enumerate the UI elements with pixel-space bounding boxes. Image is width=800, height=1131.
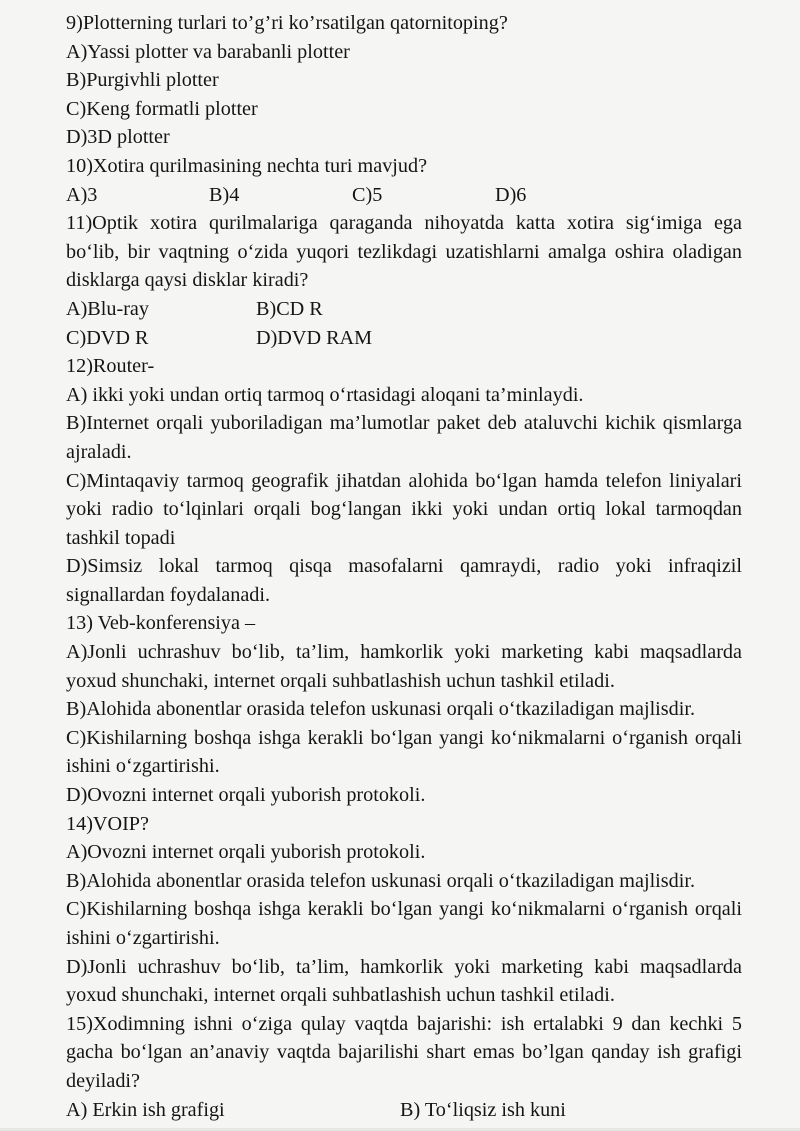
- q11-options-row-1: [66, 295, 742, 324]
- q14-option-c: C)Kishilarning boshqa ishga kerakli bo‘lgan yangi ko‘nikmalarni o‘rganish orqali ishini o‘zgartirishi.: [66, 898, 742, 949]
- q13-option-d: D)Ovozni internet orqali yuborish protokoli.: [66, 784, 426, 807]
- question-12: 12)Router-: [66, 355, 155, 378]
- q14-option-d: D)Jonli uchrashuv bo‘lib, ta’lim, hamkorlik yoki marketing kabi maqsadlarda yoxud shunchaki, internet orqali suhbatlashish uchun tashkil etiladi.: [66, 955, 742, 1007]
- q15-option-b: B) To‘liqsiz ish kuni: [400, 1098, 566, 1121]
- q10-option-a: A)3: [66, 183, 98, 206]
- q11-option-d: D)DVD RAM: [256, 326, 373, 349]
- question-10: 10)Xotira qurilmasining nechta turi mavjud?: [66, 154, 428, 177]
- question-9: 9)Plotterning turlari to’g’ri ko’rsatilgan qatornitoping?: [66, 12, 508, 34]
- q11-option-a: A)Blu-ray: [66, 297, 149, 320]
- q9-option-d: D)3D plotter: [66, 126, 170, 149]
- q11-option-b: B)CD R: [256, 297, 323, 320]
- q9-option-a: A)Yassi plotter va barabanli plotter: [66, 40, 350, 63]
- q11-option-c: C)DVD R: [66, 326, 149, 349]
- q13-option-c: C)Kishilarning boshqa ishga kerakli bo‘lgan yangi ko‘nikmalarni o‘rganish orqali ishini o‘zgartirishi.: [66, 726, 742, 778]
- q12-option-d: D)Simsiz lokal tarmoq qisqa masofalarni qamraydi, radio yoki infraqizil signallardan foydalanadi.: [66, 555, 742, 606]
- q11-options-row-2: [66, 324, 742, 353]
- question-15: 15)Xodimning ishni o‘ziga qulay vaqtda bajarishi: ish ertalabki 9 dan kechki 5 gacha bo‘lgan an’anaviy vaqtda bajarilishi shart emas bo’lgan qanday ish grafigi deyiladi?: [66, 1012, 742, 1092]
- q14-option-a: A)Ovozni internet orqali yuborish protokoli.: [66, 841, 426, 864]
- q10-option-b: B)4: [209, 183, 240, 206]
- q12-option-a: A) ikki yoki undan ortiq tarmoq o‘rtasidagi aloqani ta’minlaydi.: [66, 383, 584, 406]
- q13-option-a: A)Jonli uchrashuv bo‘lib, ta’lim, hamkorlik yoki marketing kabi maqsadlarda yoxud shunchaki, internet orqali suhbatlashish uchun tashkil etiladi.: [66, 641, 742, 692]
- q13-option-b: B)Alohida abonentlar orasida telefon uskunasi orqali o‘tkaziladigan majlisdir.: [66, 698, 696, 721]
- q15-option-a: A) Erkin ish grafigi: [66, 1098, 225, 1121]
- q9-option-b: B)Purgivhli plotter: [66, 69, 219, 92]
- q12-option-b: B)Internet orqali yuboriladigan ma’lumotlar paket deb ataluvchi kichik qismlarga ajraladi.: [66, 412, 742, 463]
- q15-options-row: [66, 1096, 742, 1125]
- question-11: 11)Optik xotira qurilmalariga qaraganda nihoyatda katta xotira sig‘imiga ega bo‘lib, bir vaqtning o‘zida yuqori tezlikdagi uzatishlarni amalga oshira oladigan disklarga qaysi disklar kiradi?: [66, 212, 742, 292]
- q14-option-b: B)Alohida abonentlar orasida telefon uskunasi orqali o‘tkaziladigan majlisdir.: [66, 869, 696, 892]
- q12-option-c: C)Mintaqaviy tarmoq geografik jihatdan alohida bo‘lgan hamda telefon liniyalari yoki radio to‘lqinlari orqali bog‘langan ikki yoki undan ortiq lokal tarmoqdan tashkil topadi: [66, 469, 742, 549]
- q10-option-d: D)6: [495, 183, 527, 206]
- question-13: 13) Veb-konferensiya –: [66, 612, 256, 635]
- q10-option-c: C)5: [352, 183, 383, 206]
- question-14: 14)VOIP?: [66, 812, 149, 835]
- q10-options-row: [66, 181, 742, 210]
- q9-option-c: C)Keng formatli plotter: [66, 97, 258, 120]
